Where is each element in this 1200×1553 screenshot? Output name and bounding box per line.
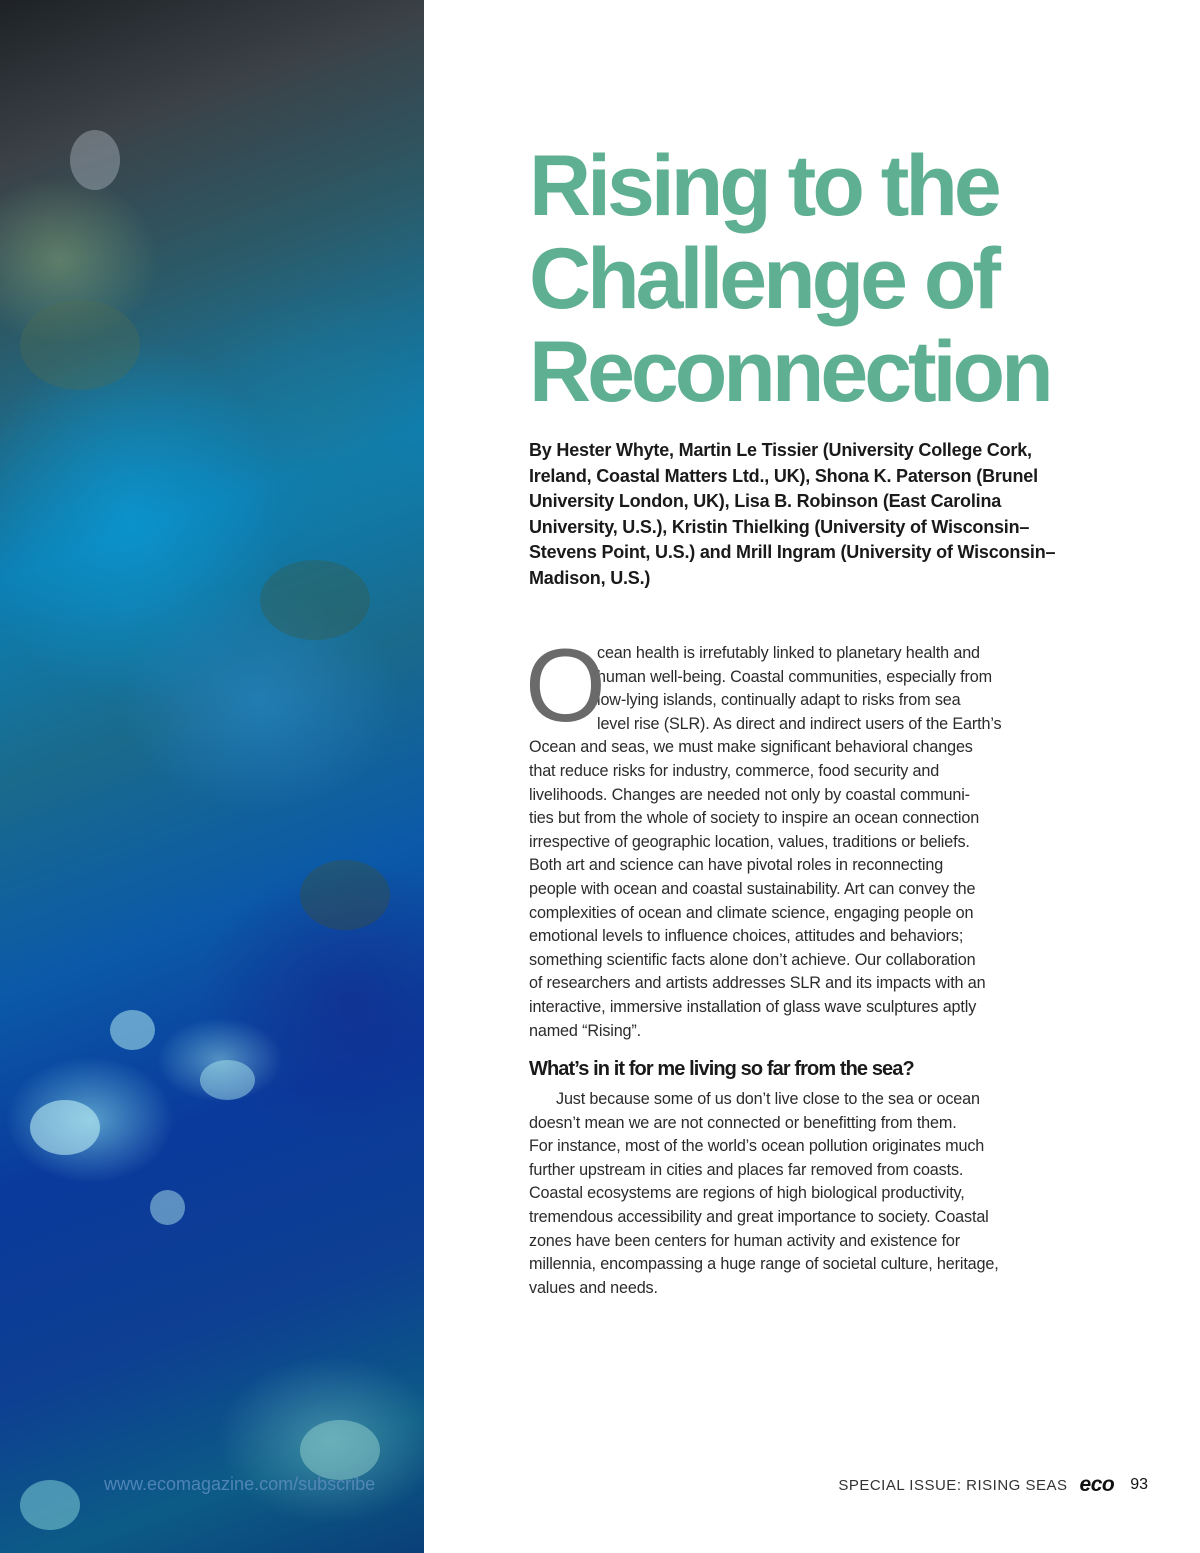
text-line: zones have been centers for human activity and existence for <box>529 1231 961 1250</box>
photo-highlight <box>200 1060 255 1100</box>
photo-highlight <box>20 1480 80 1530</box>
photo-shadow <box>260 560 370 640</box>
intro-paragraph <box>525 628 1049 1043</box>
title-line: Challenge of <box>529 231 998 327</box>
text-line: cean health is irrefutably linked to planetary health and <box>597 644 980 662</box>
photo-highlight <box>150 1190 185 1225</box>
section-subhead: What’s in it for me living so far from the sea? <box>529 1058 914 1080</box>
text-line: further upstream in cities and places far removed from coasts. <box>529 1160 964 1179</box>
text-line: millennia, encompassing a huge range of societal culture, heritage, <box>529 1255 999 1274</box>
text-line: low-lying islands, continually adapt to risks from sea <box>597 691 961 710</box>
text-line: ties but from the whole of society to inspire an ocean connection <box>529 809 980 828</box>
page-number: 93 <box>1130 1476 1148 1493</box>
section-paragraph <box>529 1088 1059 1300</box>
photo-highlight <box>70 130 120 190</box>
photo-shadow <box>300 860 390 930</box>
photo-shadow <box>20 300 140 390</box>
article-byline: By Hester Whyte, Martin Le Tissier (University College Cork, Ireland, Coastal Matters Ltd., UK), Shona K. Paterson (Brunel University London, UK), Lisa B. Robinson (East Carolina University, U.S.), Kristin Thielking (University of Wisconsin–Stevens Point, U.S.) and Mrill Ingram (University of Wisconsin–Madison, U.S.) <box>529 440 1056 588</box>
title-line: Reconnection <box>529 324 1050 420</box>
text-line: named “Rising”. <box>529 1021 642 1040</box>
text-line: values and needs. <box>529 1278 658 1297</box>
text-line: tremendous accessibility and great importance to society. Coastal <box>529 1207 989 1226</box>
text-line: something scientific facts alone don’t achieve. Our collaboration <box>529 950 976 969</box>
eco-logo: eco <box>1079 1473 1115 1496</box>
text-line: Ocean and seas, we must make significant behavioral changes <box>529 738 973 757</box>
photo-highlight <box>300 1420 380 1480</box>
text-line: For instance, most of the world’s ocean pollution originates much <box>529 1137 985 1156</box>
text-line: of researchers and artists addresses SLR and its impacts with an <box>529 974 986 993</box>
cover-photo <box>0 0 424 1553</box>
drop-cap: O <box>525 628 606 744</box>
text-line: Coastal ecosystems are regions of high biological productivity, <box>529 1184 965 1203</box>
text-line: interactive, immersive installation of glass wave sculptures aptly <box>529 997 977 1016</box>
text-line: human well-being. Coastal communities, especially from <box>597 667 992 686</box>
text-line: complexities of ocean and climate science, engaging people on <box>529 903 974 922</box>
text-line: Just because some of us don’t live close to the sea or ocean <box>556 1090 980 1108</box>
photo-highlight <box>110 1010 155 1050</box>
text-line: doesn’t mean we are not connected or benefitting from them. <box>529 1113 957 1132</box>
text-line: emotional levels to influence choices, attitudes and behaviors; <box>529 927 964 946</box>
title-line: Rising to the <box>529 138 998 234</box>
text-line: people with ocean and coastal sustainability. Art can convey the <box>529 879 976 898</box>
photo-highlight <box>30 1100 100 1155</box>
text-line: livelihoods. Changes are needed not only by coastal communi- <box>529 785 970 804</box>
issue-label: SPECIAL ISSUE: RISING SEAS <box>838 1476 1068 1494</box>
subscribe-url[interactable]: www.ecomagazine.com/subscribe <box>104 1474 376 1494</box>
article-title <box>529 140 1169 419</box>
text-line: Both art and science can have pivotal roles in reconnecting <box>529 856 944 875</box>
text-line: irrespective of geographic location, values, traditions or beliefs. <box>529 832 970 851</box>
text-line: level rise (SLR). As direct and indirect users of the Earth’s <box>597 714 1002 733</box>
text-line: that reduce risks for industry, commerce, food security and <box>529 761 940 780</box>
page-footer <box>838 1474 1148 1496</box>
